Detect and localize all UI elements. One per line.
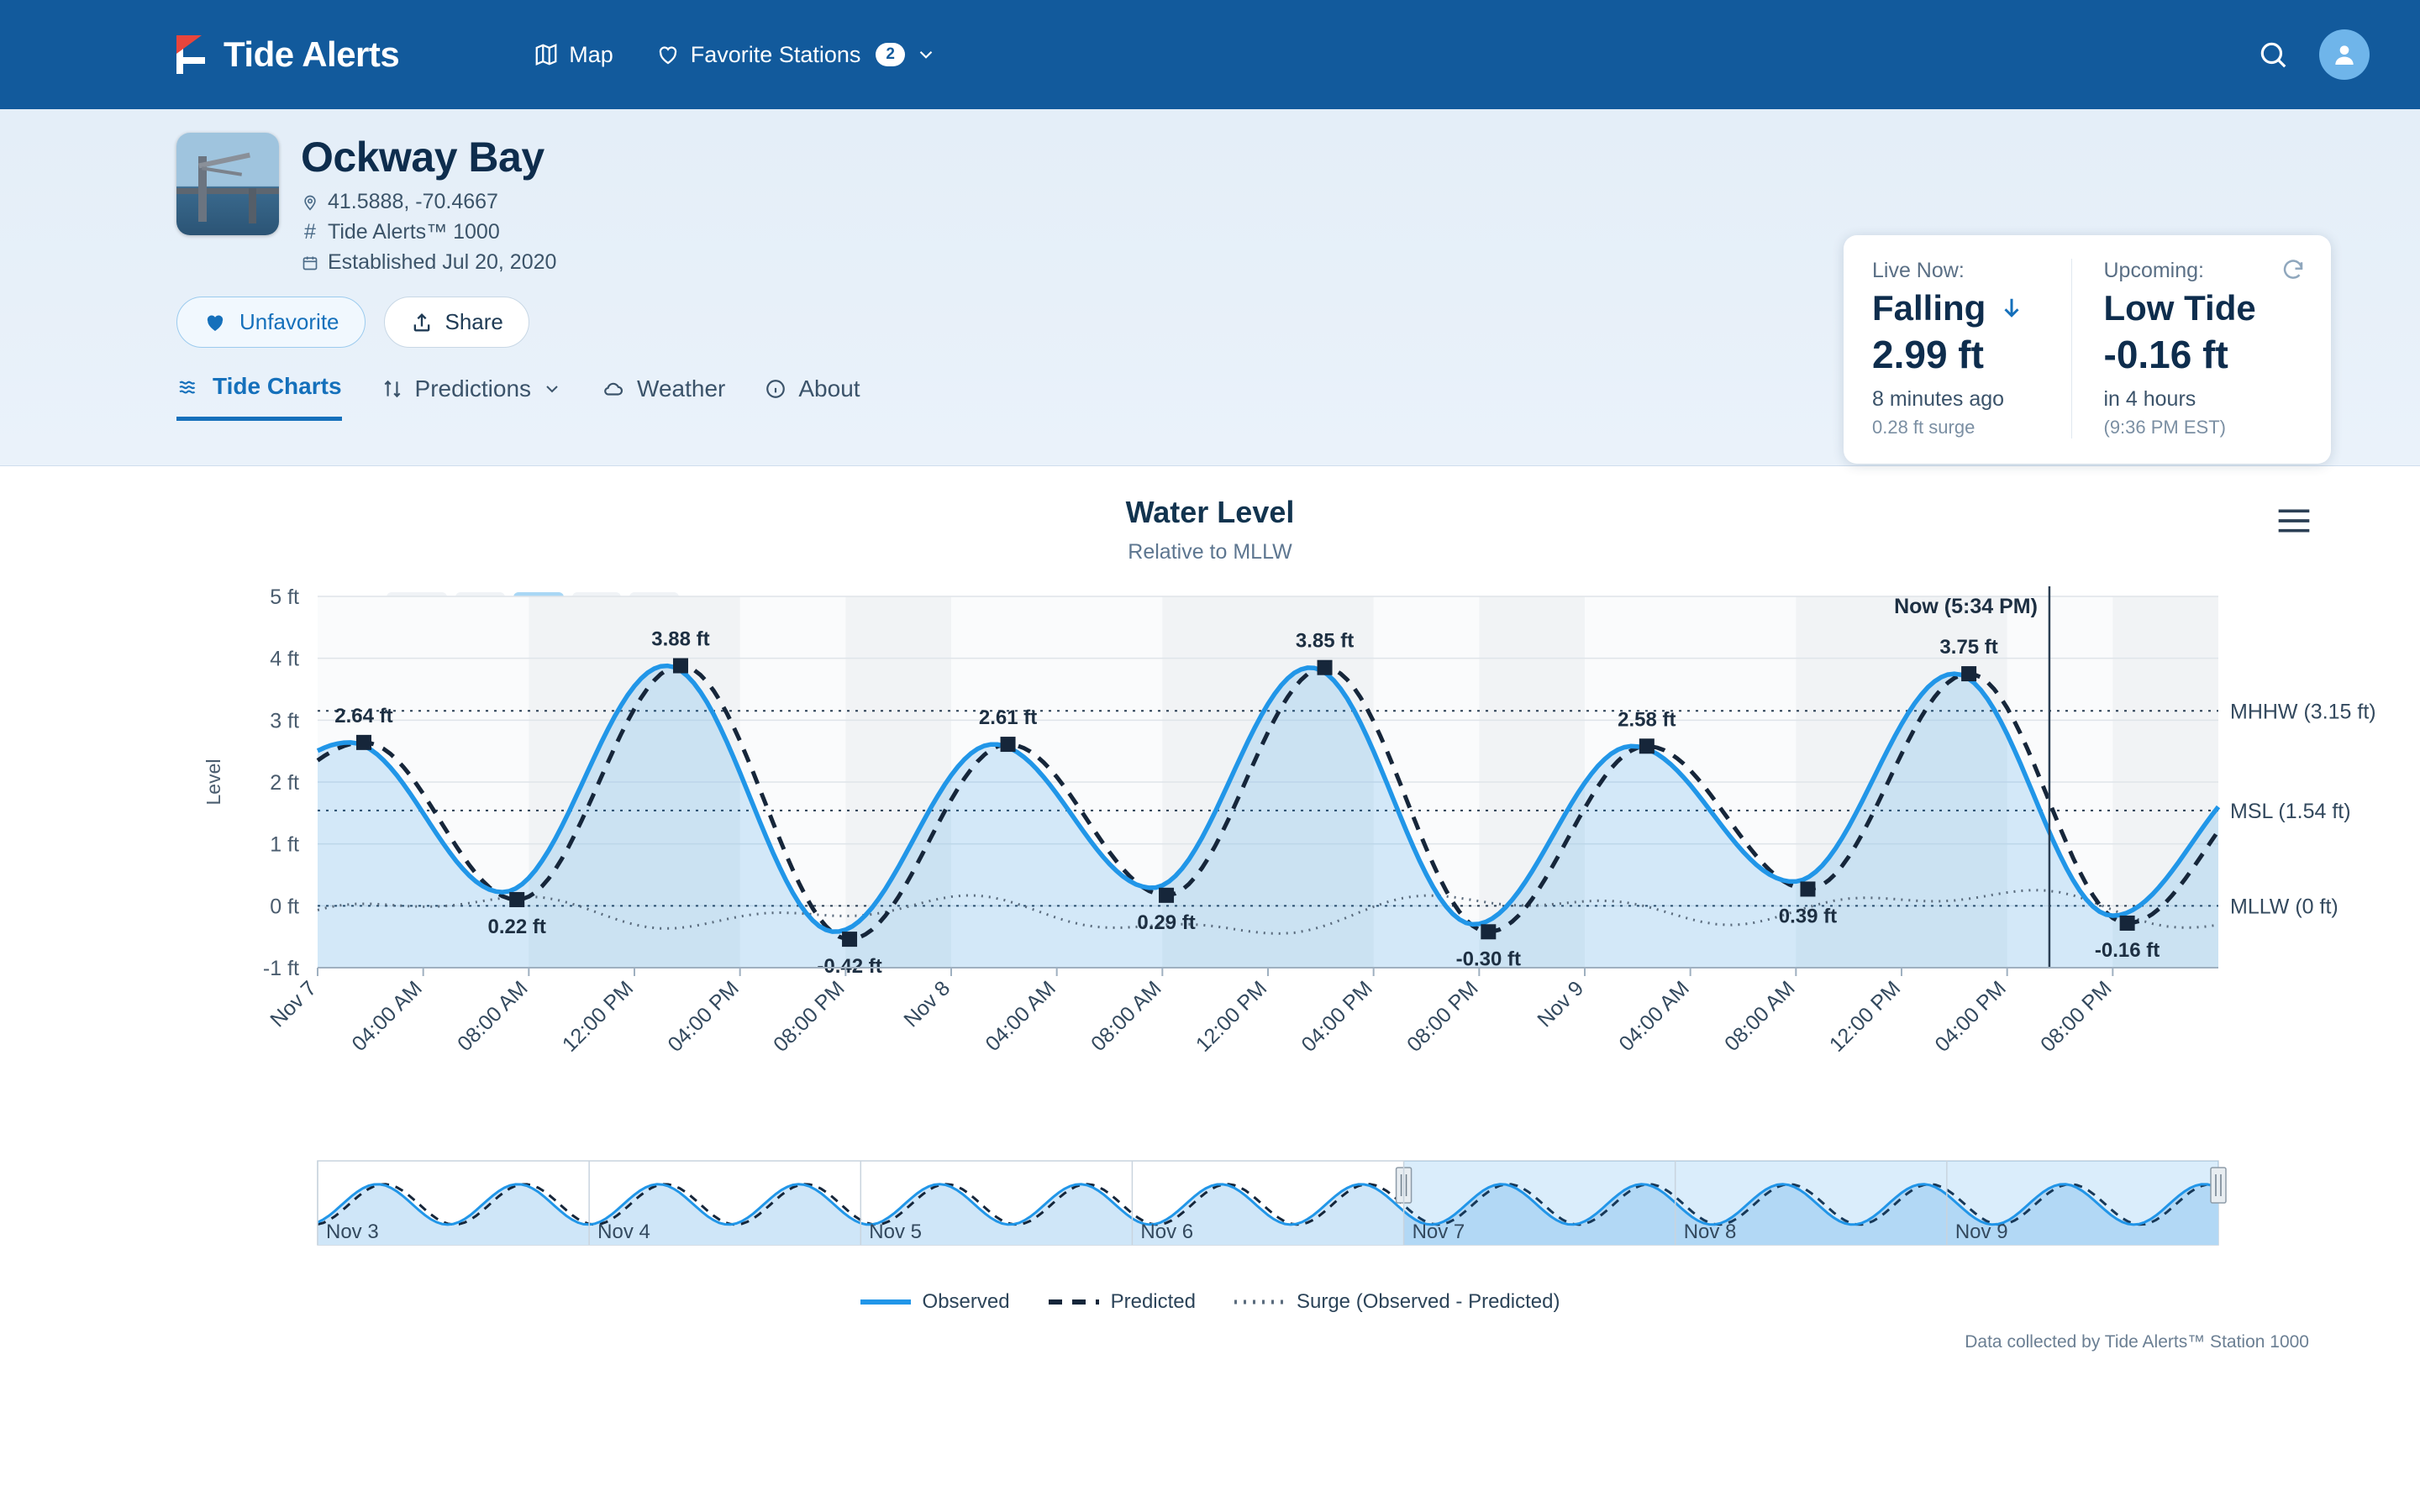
svg-text:Nov 5: Nov 5 [869,1221,922,1243]
live-now-state [1872,288,2071,328]
tide-alerts-logo-icon [176,35,208,74]
svg-text:0.39 ft: 0.39 ft [1778,905,1838,928]
favorites-count-badge: 2 [876,43,905,66]
legend-observed-label: Observed [922,1290,1010,1313]
chart-title: Water Level [1125,495,1295,529]
legend-predicted[interactable] [1049,1290,1196,1314]
svg-text:2.61 ft: 2.61 ft [978,706,1038,730]
legend-surge[interactable] [1234,1290,1560,1314]
svg-text:0.22 ft: 0.22 ft [487,915,546,938]
map-icon [534,42,559,67]
svg-text:08:00 AM: 08:00 AM [1720,976,1800,1056]
waves-icon [176,375,202,397]
svg-text:1 ft: 1 ft [270,832,299,857]
brand-logo-group[interactable] [176,34,399,75]
tab-about-label: About [798,375,860,402]
svg-text:-1 ft: -1 ft [262,957,299,980]
brand-name: Tide Alerts [224,34,400,74]
svg-text:04:00 PM: 04:00 PM [1930,976,2011,1057]
station-coordinates-text: 41.5888, -70.4667 [328,190,498,213]
svg-text:2.58 ft: 2.58 ft [1618,708,1676,732]
live-now-state-text: Falling [1872,288,1986,328]
svg-text:04:00 AM: 04:00 AM [347,976,427,1056]
station-thumbnail-image [176,133,279,235]
unfavorite-button-label: Unfavorite [239,309,339,334]
svg-text:Nov 8: Nov 8 [1683,1221,1737,1243]
live-now-label: Live Now: [1872,259,1965,282]
legend-surge-label: Surge (Observed - Predicted) [1296,1290,1560,1313]
svg-text:MLLW (0 ft): MLLW (0 ft) [2230,895,2338,919]
svg-text:2 ft: 2 ft [270,771,299,795]
svg-text:08:00 PM: 08:00 PM [1402,976,1483,1057]
heart-icon [655,42,681,67]
svg-text:08:00 AM: 08:00 AM [453,976,533,1056]
water-level-chart-section [0,466,2420,1421]
svg-text:04:00 AM: 04:00 AM [1614,976,1694,1056]
svg-text:12:00 PM: 12:00 PM [557,976,639,1057]
svg-text:Nov 9: Nov 9 [1533,976,1589,1032]
svg-text:04:00 AM: 04:00 AM [981,976,1060,1056]
svg-text:3 ft: 3 ft [270,709,299,733]
svg-text:3.75 ft: 3.75 ft [1939,636,1998,659]
refresh-icon[interactable] [2281,257,2306,282]
svg-text:MHHW (3.15 ft): MHHW (3.15 ft) [2230,700,2376,724]
nav-item-favorites-label: Favorite Stations [690,41,861,67]
svg-text:12:00 PM: 12:00 PM [1191,976,1272,1057]
svg-text:08:00 PM: 08:00 PM [2036,976,2117,1057]
calendar-icon [301,253,319,273]
svg-text:04:00 PM: 04:00 PM [663,976,744,1057]
tab-about[interactable] [764,373,860,421]
sort-arrows-icon [381,378,404,400]
chart-menu-button[interactable] [2277,508,2311,533]
station-coordinates [301,190,556,214]
svg-text:12:00 PM: 12:00 PM [1824,976,1906,1057]
svg-text:Nov 4: Nov 4 [597,1221,650,1243]
legend-observed[interactable] [860,1290,1010,1314]
chevron-down-icon[interactable] [915,44,937,66]
share-button-label: Share [445,309,503,334]
nav-item-map[interactable] [534,42,613,68]
legend-line-solid-icon [860,1298,911,1306]
svg-text:08:00 PM: 08:00 PM [769,976,850,1057]
share-button[interactable] [384,297,529,348]
live-now-value: 2.99 ft [1872,333,1984,376]
station-id [301,220,556,244]
share-icon [410,311,434,334]
station-established-text: Established Jul 20, 2020 [328,250,557,274]
svg-text:Nov 7: Nov 7 [1412,1221,1465,1243]
svg-text:Nov 9: Nov 9 [1954,1221,2008,1243]
live-now-time: 8 minutes ago [1872,387,2005,411]
hash-icon: # [304,220,316,244]
station-established [301,250,556,275]
chart-subtitle: Relative to MLLW [1128,540,1292,564]
tab-weather[interactable] [601,373,725,421]
svg-text:0.29 ft: 0.29 ft [1137,911,1196,934]
nav-item-favorite-stations[interactable] [655,42,937,68]
svg-text:Nov 3: Nov 3 [326,1221,379,1243]
chart-legend [0,1290,2420,1314]
live-upcoming-column [2071,259,2303,438]
nav-right-group [2257,29,2370,80]
chart-footer-note: Data collected by Tide Alerts™ Station 1000 [1965,1332,2309,1352]
svg-text:3.85 ft: 3.85 ft [1295,629,1355,653]
nav-item-map-label: Map [569,41,613,67]
svg-text:Level: Level [203,759,224,806]
legend-line-dotted-icon [1234,1298,1285,1306]
live-upcoming-state: Low Tide [2103,288,2256,328]
person-glyph-icon [2331,41,2358,68]
svg-text:Now (5:34 PM): Now (5:34 PM) [1894,595,2038,618]
svg-text:4 ft: 4 ft [270,647,299,671]
tab-predictions[interactable] [381,373,563,421]
svg-text:MSL (1.54 ft): MSL (1.54 ft) [2230,799,2351,823]
svg-text:2.64 ft: 2.64 ft [334,704,393,727]
live-status-card [1844,235,2331,464]
svg-text:04:00 PM: 04:00 PM [1297,976,1377,1057]
svg-text:-0.42 ft: -0.42 ft [817,955,882,979]
tab-weather-label: Weather [637,375,726,402]
svg-text:0 ft: 0 ft [270,895,299,919]
info-icon [764,378,787,400]
svg-text:3.88 ft: 3.88 ft [651,627,710,651]
legend-line-dashed-icon [1049,1298,1099,1306]
svg-text:Nov 7: Nov 7 [266,976,322,1032]
live-now-column [1872,259,2071,438]
location-pin-icon [301,192,319,213]
live-upcoming-value: -0.16 ft [2103,333,2228,376]
legend-predicted-label: Predicted [1110,1290,1196,1313]
tab-tide-charts-label: Tide Charts [213,373,342,399]
unfavorite-button[interactable] [176,297,366,348]
live-upcoming-clock: (9:36 PM EST) [2103,417,2226,438]
svg-text:Nov 8: Nov 8 [899,976,955,1032]
svg-text:-0.16 ft: -0.16 ft [2094,938,2160,962]
live-upcoming-label: Upcoming: [2103,259,2204,282]
station-id-text: Tide Alerts™ 1000 [328,220,500,244]
arrow-down-icon [1999,294,2024,323]
cloud-icon [601,378,626,400]
station-header [0,109,2420,466]
top-navigation-bar [0,0,2420,109]
user-avatar-icon[interactable] [2319,29,2370,80]
heart-filled-icon [203,310,228,335]
svg-text:Nov 6: Nov 6 [1140,1221,1194,1243]
page-title: Ockway Bay [301,134,544,181]
svg-text:-0.30 ft: -0.30 ft [1455,948,1522,971]
chevron-down-icon [542,379,562,399]
live-upcoming-time: in 4 hours [2103,387,2196,411]
search-icon[interactable] [2257,39,2289,71]
tab-tide-charts[interactable] [176,373,342,421]
svg-text:5 ft: 5 ft [270,585,299,609]
svg-text:08:00 AM: 08:00 AM [1086,976,1166,1056]
primary-nav [534,42,937,68]
tab-predictions-label: Predictions [414,375,532,402]
live-now-surge: 0.28 ft surge [1872,417,1975,438]
